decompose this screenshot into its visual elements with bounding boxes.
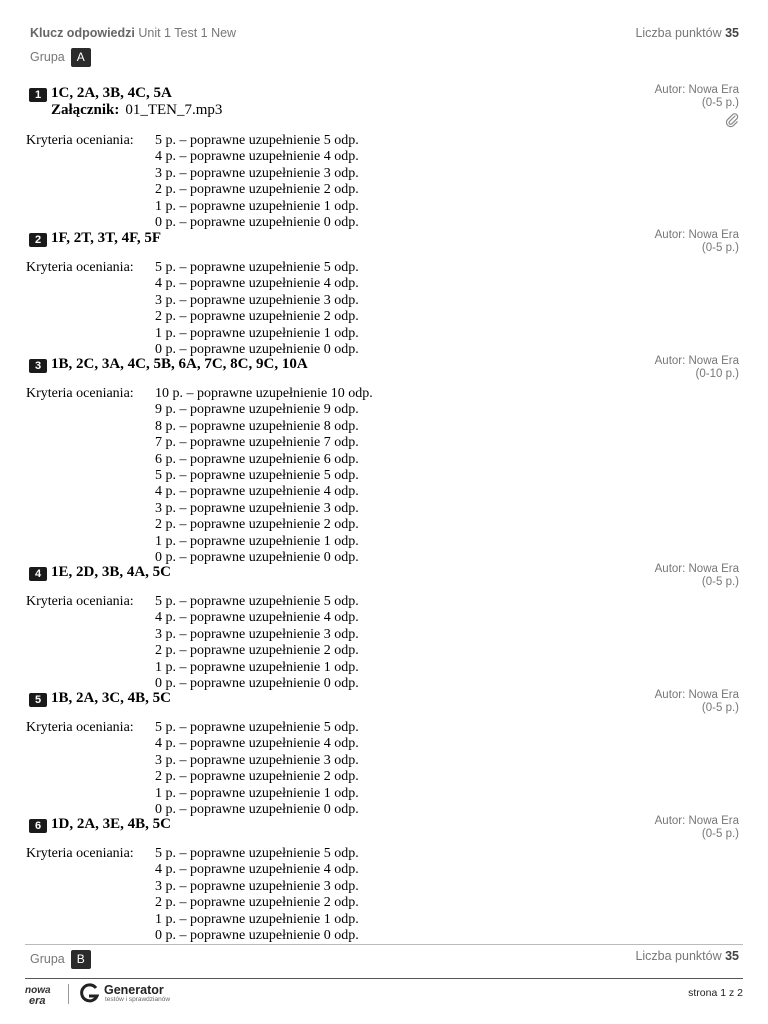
generator-title: Generator bbox=[104, 983, 164, 997]
group-b bbox=[30, 950, 91, 969]
author: Autor: Nowa Era bbox=[654, 355, 739, 367]
criteria-item: 5 p. – poprawne uzupełnienie 5 odp. bbox=[155, 846, 359, 861]
author: Autor: Nowa Era bbox=[654, 815, 739, 827]
criteria-item: 0 p. – poprawne uzupełnienie 0 odp. bbox=[155, 927, 359, 943]
criteria-item: 0 p. – poprawne uzupełnienie 0 odp. bbox=[155, 801, 359, 817]
criteria-item: 2 p. – poprawne uzupełnienie 2 odp. bbox=[155, 643, 359, 659]
attachment-label: Załącznik: bbox=[51, 102, 120, 118]
criteria-item: 4 p. – poprawne uzupełnienie 4 odp. bbox=[155, 862, 359, 878]
generator-logo-icon bbox=[78, 982, 100, 1004]
document-header bbox=[30, 26, 739, 44]
criteria-item: 4 p. – poprawne uzupełnienie 4 odp. bbox=[155, 736, 359, 752]
question-meta bbox=[655, 84, 739, 109]
answer-key: 1B, 2C, 3A, 4C, 5B, 6A, 7C, 8C, 9C, 10A bbox=[51, 356, 308, 372]
document-title bbox=[30, 26, 236, 40]
author: Autor: Nowa Era bbox=[654, 229, 739, 241]
answer-key: 1B, 2A, 3C, 4B, 5C bbox=[51, 690, 172, 706]
points-range: (0-5 p.) bbox=[701, 241, 739, 254]
criteria-item: 3 p. – poprawne uzupełnienie 3 odp. bbox=[155, 500, 359, 516]
group-label: Grupa bbox=[30, 951, 65, 966]
attachment bbox=[51, 102, 222, 119]
points-label: Liczba punktów bbox=[635, 26, 722, 40]
group-badge: A bbox=[71, 48, 91, 67]
criteria-item: 4 p. – poprawne uzupełnienie 4 odp. bbox=[155, 610, 359, 626]
nowa-era-logo bbox=[25, 983, 61, 1007]
criteria-item: 4 p. – poprawne uzupełnienie 4 odp. bbox=[155, 484, 359, 500]
criteria-item: 2 p. – poprawne uzupełnienie 2 odp. bbox=[155, 309, 359, 325]
criteria-item: 5 p. – poprawne uzupełnienie 5 odp. bbox=[155, 720, 359, 735]
attachment-file[interactable]: 01_TEN_7.mp3 bbox=[125, 102, 223, 118]
question-meta bbox=[655, 355, 739, 380]
group-b-points bbox=[635, 949, 739, 963]
criteria-item: 1 p. – poprawne uzupełnienie 1 odp. bbox=[155, 911, 359, 927]
criteria-item: 2 p. – poprawne uzupełnienie 2 odp. bbox=[155, 517, 359, 533]
criteria-item: 0 p. – poprawne uzupełnienie 0 odp. bbox=[155, 675, 359, 691]
points-range: (0-5 p.) bbox=[701, 96, 739, 109]
criteria-list bbox=[155, 386, 373, 566]
criteria-label: Kryteria oceniania: bbox=[26, 594, 134, 609]
paperclip-icon[interactable] bbox=[725, 112, 739, 128]
group-badge: B bbox=[71, 950, 91, 969]
points-range: (0-5 p.) bbox=[701, 575, 739, 588]
criteria-list bbox=[155, 720, 359, 818]
criteria-item: 10 p. – poprawne uzupełnienie 10 odp. bbox=[155, 386, 373, 401]
question-number-badge: 4 bbox=[29, 567, 47, 581]
criteria-item: 3 p. – poprawne uzupełnienie 3 odp. bbox=[155, 626, 359, 642]
group-divider bbox=[25, 944, 743, 945]
group-label: Grupa bbox=[30, 49, 65, 64]
criteria-item: 9 p. – poprawne uzupełnienie 9 odp. bbox=[155, 402, 359, 418]
criteria-list bbox=[155, 133, 359, 231]
criteria-item: 0 p. – poprawne uzupełnienie 0 odp. bbox=[155, 214, 359, 230]
criteria-item: 1 p. – poprawne uzupełnienie 1 odp. bbox=[155, 785, 359, 801]
svg-text:era: era bbox=[29, 995, 46, 1007]
question-number-badge: 2 bbox=[29, 233, 47, 247]
question-meta bbox=[655, 815, 739, 840]
criteria-item: 3 p. – poprawne uzupełnienie 3 odp. bbox=[155, 165, 359, 181]
criteria-item: 5 p. – poprawne uzupełnienie 5 odp. bbox=[155, 594, 359, 609]
title-rest: Unit 1 Test 1 New bbox=[138, 26, 237, 40]
author: Autor: Nowa Era bbox=[654, 563, 739, 575]
generator-subtitle: testów i sprawdzianów bbox=[105, 996, 171, 1003]
points-total bbox=[635, 26, 739, 40]
criteria-item: 0 p. – poprawne uzupełnienie 0 odp. bbox=[155, 549, 359, 565]
criteria-item: 6 p. – poprawne uzupełnienie 6 odp. bbox=[155, 451, 359, 467]
question-number-badge: 3 bbox=[29, 359, 47, 373]
criteria-item: 2 p. – poprawne uzupełnienie 2 odp. bbox=[155, 182, 359, 198]
footer-separator bbox=[68, 984, 69, 1004]
page-number: strona 1 z 2 bbox=[688, 987, 743, 999]
group-a bbox=[30, 48, 91, 67]
criteria-item: 2 p. – poprawne uzupełnienie 2 odp. bbox=[155, 895, 359, 911]
question-number-badge: 1 bbox=[29, 88, 47, 102]
criteria-list bbox=[155, 846, 359, 944]
author: Autor: Nowa Era bbox=[654, 84, 739, 96]
criteria-label: Kryteria oceniania: bbox=[26, 386, 134, 401]
answer-key: 1F, 2T, 3T, 4F, 5F bbox=[51, 230, 162, 246]
title-bold: Klucz odpowiedzi bbox=[30, 26, 135, 40]
criteria-item: 1 p. – poprawne uzupełnienie 1 odp. bbox=[155, 659, 359, 675]
criteria-item: 5 p. – poprawne uzupełnienie 5 odp. bbox=[155, 467, 359, 483]
svg-text:nowa: nowa bbox=[25, 985, 51, 996]
criteria-item: 3 p. – poprawne uzupełnienie 3 odp. bbox=[155, 292, 359, 308]
criteria-item: 4 p. – poprawne uzupełnienie 4 odp. bbox=[155, 276, 359, 292]
answer-key: 1C, 2A, 3B, 4C, 5A bbox=[51, 85, 172, 101]
answer-key: 1E, 2D, 3B, 4A, 5C bbox=[51, 564, 172, 580]
criteria-label: Kryteria oceniania: bbox=[26, 720, 134, 735]
points-range: (0-5 p.) bbox=[701, 701, 739, 714]
criteria-item: 1 p. – poprawne uzupełnienie 1 odp. bbox=[155, 325, 359, 341]
criteria-item: 1 p. – poprawne uzupełnienie 1 odp. bbox=[155, 533, 359, 549]
question-number-badge: 6 bbox=[29, 819, 47, 833]
footer-divider bbox=[25, 978, 743, 979]
question-meta bbox=[655, 563, 739, 588]
criteria-item: 1 p. – poprawne uzupełnienie 1 odp. bbox=[155, 198, 359, 214]
author: Autor: Nowa Era bbox=[654, 689, 739, 701]
criteria-item: 3 p. – poprawne uzupełnienie 3 odp. bbox=[155, 752, 359, 768]
criteria-label: Kryteria oceniania: bbox=[26, 846, 134, 861]
criteria-label: Kryteria oceniania: bbox=[26, 133, 134, 148]
criteria-item: 8 p. – poprawne uzupełnienie 8 odp. bbox=[155, 418, 359, 434]
answer-key: 1D, 2A, 3E, 4B, 5C bbox=[51, 816, 172, 832]
question-number-badge: 5 bbox=[29, 693, 47, 707]
criteria-item: 5 p. – poprawne uzupełnienie 5 odp. bbox=[155, 133, 359, 148]
criteria-label: Kryteria oceniania: bbox=[26, 260, 134, 275]
points-value: 35 bbox=[725, 26, 739, 40]
points-range: (0-5 p.) bbox=[701, 827, 739, 840]
question-meta bbox=[655, 689, 739, 714]
criteria-item: 4 p. – poprawne uzupełnienie 4 odp. bbox=[155, 149, 359, 165]
criteria-list bbox=[155, 260, 359, 358]
criteria-item: 0 p. – poprawne uzupełnienie 0 odp. bbox=[155, 341, 359, 357]
criteria-item: 7 p. – poprawne uzupełnienie 7 odp. bbox=[155, 435, 359, 451]
points-label: Liczba punktów bbox=[635, 949, 722, 963]
criteria-item: 5 p. – poprawne uzupełnienie 5 odp. bbox=[155, 260, 359, 275]
criteria-item: 2 p. – poprawne uzupełnienie 2 odp. bbox=[155, 769, 359, 785]
criteria-item: 3 p. – poprawne uzupełnienie 3 odp. bbox=[155, 878, 359, 894]
points-range: (0-10 p.) bbox=[695, 367, 739, 380]
question-meta bbox=[655, 229, 739, 254]
criteria-list bbox=[155, 594, 359, 692]
points-value: 35 bbox=[725, 949, 739, 963]
